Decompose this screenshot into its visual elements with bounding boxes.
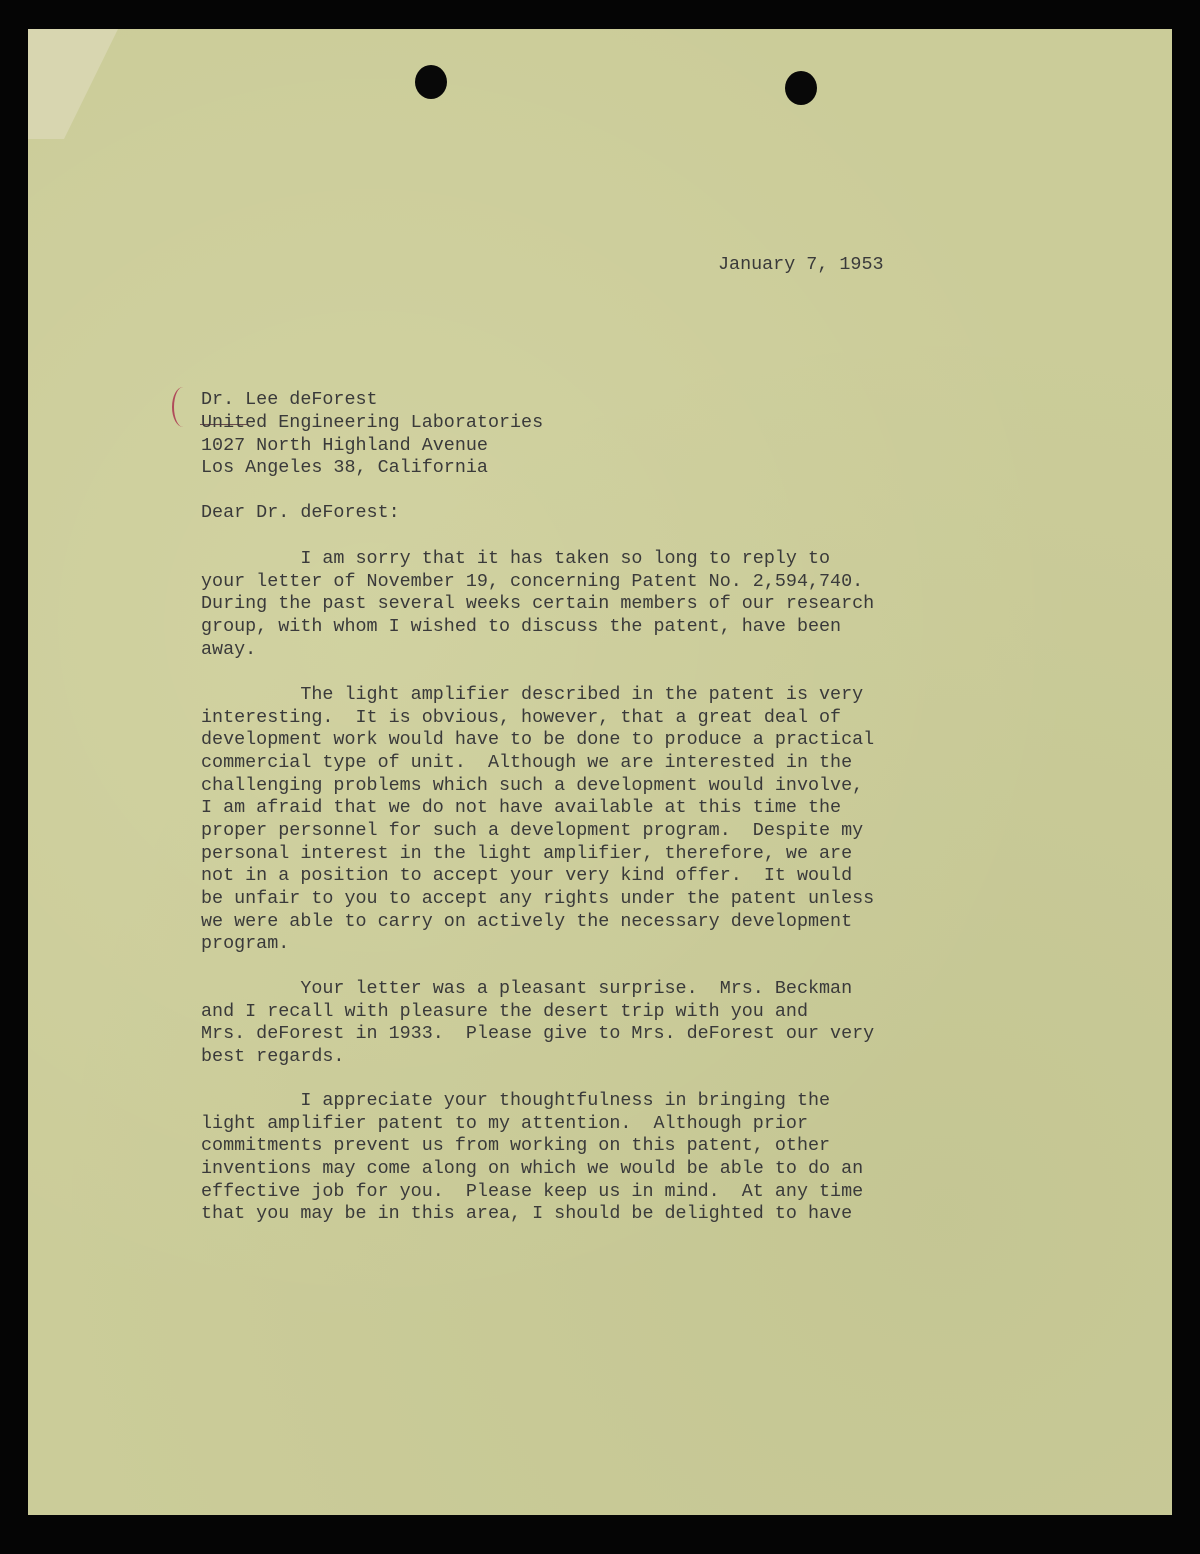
body-line: be unfair to you to accept any rights under the patent unless — [201, 887, 875, 909]
body-line: that you may be in this area, I should be delighted to have — [201, 1203, 853, 1225]
body-line: I appreciate your thoughtfulness in bringing the — [201, 1090, 831, 1111]
body-line: I am sorry that it has taken so long to reply to — [201, 548, 831, 569]
body-line: development work would have to be done to produce a practical — [201, 729, 875, 751]
punch-hole — [785, 71, 817, 105]
recipient-line: 1027 North Highland Avenue — [201, 435, 488, 456]
body-line: away. — [201, 638, 257, 660]
punch-hole — [415, 65, 447, 99]
body-line: light amplifier patent to my attention. Although prior — [201, 1112, 808, 1134]
body-line: we were able to carry on actively the necessary development — [201, 910, 853, 932]
body-line: commitments prevent us from working on this patent, other — [201, 1135, 831, 1157]
salutation: Dear Dr. deForest: — [201, 502, 400, 523]
body-line: proper personnel for such a development program. Despite my — [201, 819, 864, 841]
recipient-line: Dr. Lee deForest — [201, 389, 378, 410]
body-line: I am afraid that we do not have available at this time the — [201, 797, 842, 819]
body-line: effective job for you. Please keep us in mind. At any time — [201, 1180, 864, 1202]
body-line: The light amplifier described in the patent is very — [201, 684, 864, 705]
body-line: group, with whom I wished to discuss the patent, have been — [201, 615, 842, 637]
body-line: Your letter was a pleasant surprise. Mrs. Beckman — [201, 978, 853, 999]
body-line: inventions may come along on which we would be able to do an — [201, 1157, 864, 1179]
body-line: best regards. — [201, 1045, 345, 1067]
pen-mark — [172, 387, 194, 427]
letter-date: January 7, 1953 — [718, 254, 884, 275]
body-line: Mrs. deForest in 1933. Please give to Mrs. deForest our very — [201, 1023, 875, 1045]
recipient-line: United Engineering Laboratories — [201, 412, 544, 433]
body-line: your letter of November 19, concerning Patent No. 2,594,740. — [201, 570, 864, 592]
body-line: challenging problems which such a development would involve, — [201, 774, 864, 796]
body-line: interesting. It is obvious, however, that a great deal of — [201, 706, 842, 728]
body-line: not in a position to accept your very kind offer. It would — [201, 865, 853, 887]
body-line: During the past several weeks certain members of our research — [201, 593, 875, 615]
recipient-line: Los Angeles 38, California — [201, 457, 488, 478]
body-line: commercial type of unit. Although we are interested in the — [201, 751, 853, 773]
body-line: and I recall with pleasure the desert trip with you and — [201, 1000, 808, 1022]
body-line: personal interest in the light amplifier, therefore, we are — [201, 842, 853, 864]
body-line: program. — [201, 933, 290, 955]
